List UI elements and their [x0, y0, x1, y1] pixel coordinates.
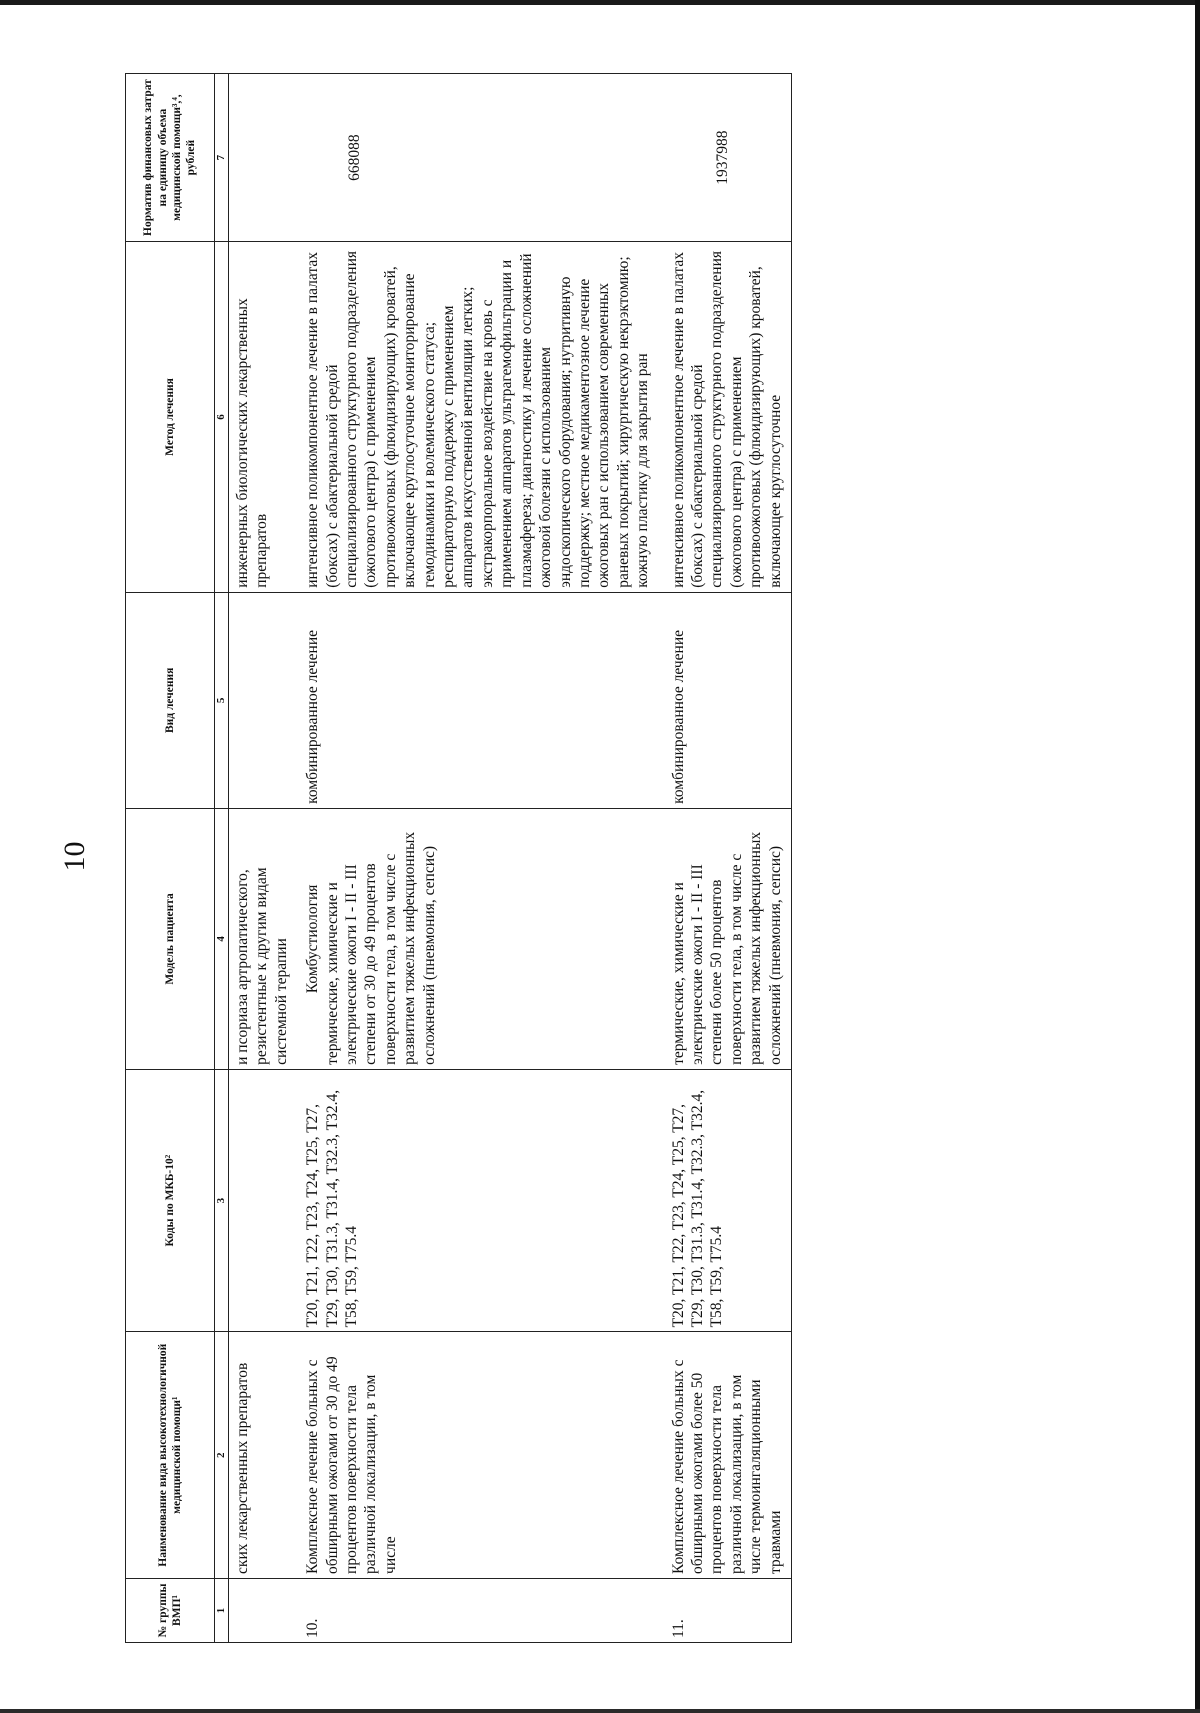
column-number: 7 [215, 74, 229, 242]
column-number: 2 [215, 1332, 229, 1579]
column-number: 4 [215, 808, 229, 1069]
header-patient-model: Модель пациента [126, 808, 215, 1069]
cell-name: ских лекарственных препаратов [229, 1332, 302, 1579]
cell-treatment-type [229, 592, 302, 808]
table-row-continuation [229, 74, 302, 1643]
page-number: 10 [58, 841, 91, 872]
cell-group [659, 1578, 792, 1642]
cell-patient-model: и псориаза артропатического, резистентные к другим видам системной терапии [229, 808, 302, 1069]
cell-codes: T20, T21, T22, T23, T24, T25, T27, T29, T30, T31.3, T31.4, T32.3, T32.4, T58, T59, T75.4 [301, 1069, 658, 1332]
cell-name: Комплексное лечение больных с обширными ожогами более 50 процентов поверхности тела различной локализации, в том числе термоингаляционными травмами [659, 1332, 792, 1579]
header-name: Наименование вида высокотехнологичной медицинской помощи¹ [126, 1332, 215, 1579]
header-treatment-type: Вид лечения [126, 592, 215, 808]
cell-cost: 1937988 [659, 74, 792, 242]
cell-method: интенсивное поликомпонентное лечение в палатах (боксах) с абактериальной средой специализированного структурного подразделения (ожогового центра) с применением противоожоговых (флюидизирующих) кроватей, включающее круглосуточное мониторирование гемодинамики и волемического статуса; респираторную поддержку с применением аппаратов искусственной вентиляции легких; экстракорпоральное воздействие на кровь с применением аппаратов ультрагемофильтрации и плазмафереза; диагностику и лечение осложнений ожоговой болезни с использованием эндоскопического оборудования; нутритивную поддержку; местное медикаментозное лечение ожоговых ран с использованием современных раневых покрытий; хирургическую некрэктомию; кожную пластику для закрытия ран [301, 242, 658, 593]
table-row [659, 74, 792, 1643]
column-number: 5 [215, 592, 229, 808]
table-row [301, 74, 658, 1643]
column-number-row [215, 74, 229, 1643]
header-method: Метод лечения [126, 242, 215, 593]
cell-patient-model [301, 808, 658, 1069]
cell-group [229, 1578, 302, 1642]
column-number: 6 [215, 242, 229, 593]
cell-method: инженерных биологических лекарственных препаратов [229, 242, 302, 593]
cell-cost: 668088 [301, 74, 658, 242]
cell-cost [229, 74, 302, 242]
group-number: 10. [304, 1618, 322, 1638]
patient-model-text: термические, химические и электрические ожоги I - II - III степени от 30 до 49 процентов поверхности тела, в том числе с развитием тяжелых инфекционных осложнений (пневмония, сепсис) [323, 831, 438, 1065]
cell-group [301, 1578, 658, 1642]
column-number: 3 [215, 1069, 229, 1332]
header-icd-codes: Коды по МКБ-10² [126, 1069, 215, 1332]
cell-codes: T20, T21, T22, T23, T24, T25, T27, T29, T30, T31.3, T31.4, T32.3, T32.4, T58, T59, T75.4 [659, 1069, 792, 1332]
cell-patient-model: термические, химические и электрические ожоги I - II - III степени более 50 процентов поверхности тела, в том числе с развитием тяжелых инфекционных осложнений (пневмония, сепсис) [659, 808, 792, 1069]
cell-treatment-type: комбинированное лечение [301, 592, 658, 808]
header-group-number: № группы ВМП¹ [126, 1578, 215, 1642]
column-number: 1 [215, 1578, 229, 1642]
cell-method: интенсивное поликомпонентное лечение в палатах (боксах) с абактериальной средой специализированного структурного подразделения (ожогового центра) с применением противоожоговых (флюидизирующих) кроватей, включающее круглосуточное [659, 242, 792, 593]
vmp-table [125, 73, 792, 1643]
cell-treatment-type: комбинированное лечение [659, 592, 792, 808]
section-title: Комбустиология [304, 884, 322, 994]
cell-name: Комплексное лечение больных с обширными ожогами от 30 до 49 процентов поверхности тела различной локализации, в том числе [301, 1332, 658, 1579]
header-row [126, 74, 215, 1643]
header-cost: Норматив финансовых затрат на единицу объема медицинской помощи³,⁴, рублей [126, 74, 215, 242]
cell-codes [229, 1069, 302, 1332]
group-number: 11. [669, 1619, 687, 1638]
